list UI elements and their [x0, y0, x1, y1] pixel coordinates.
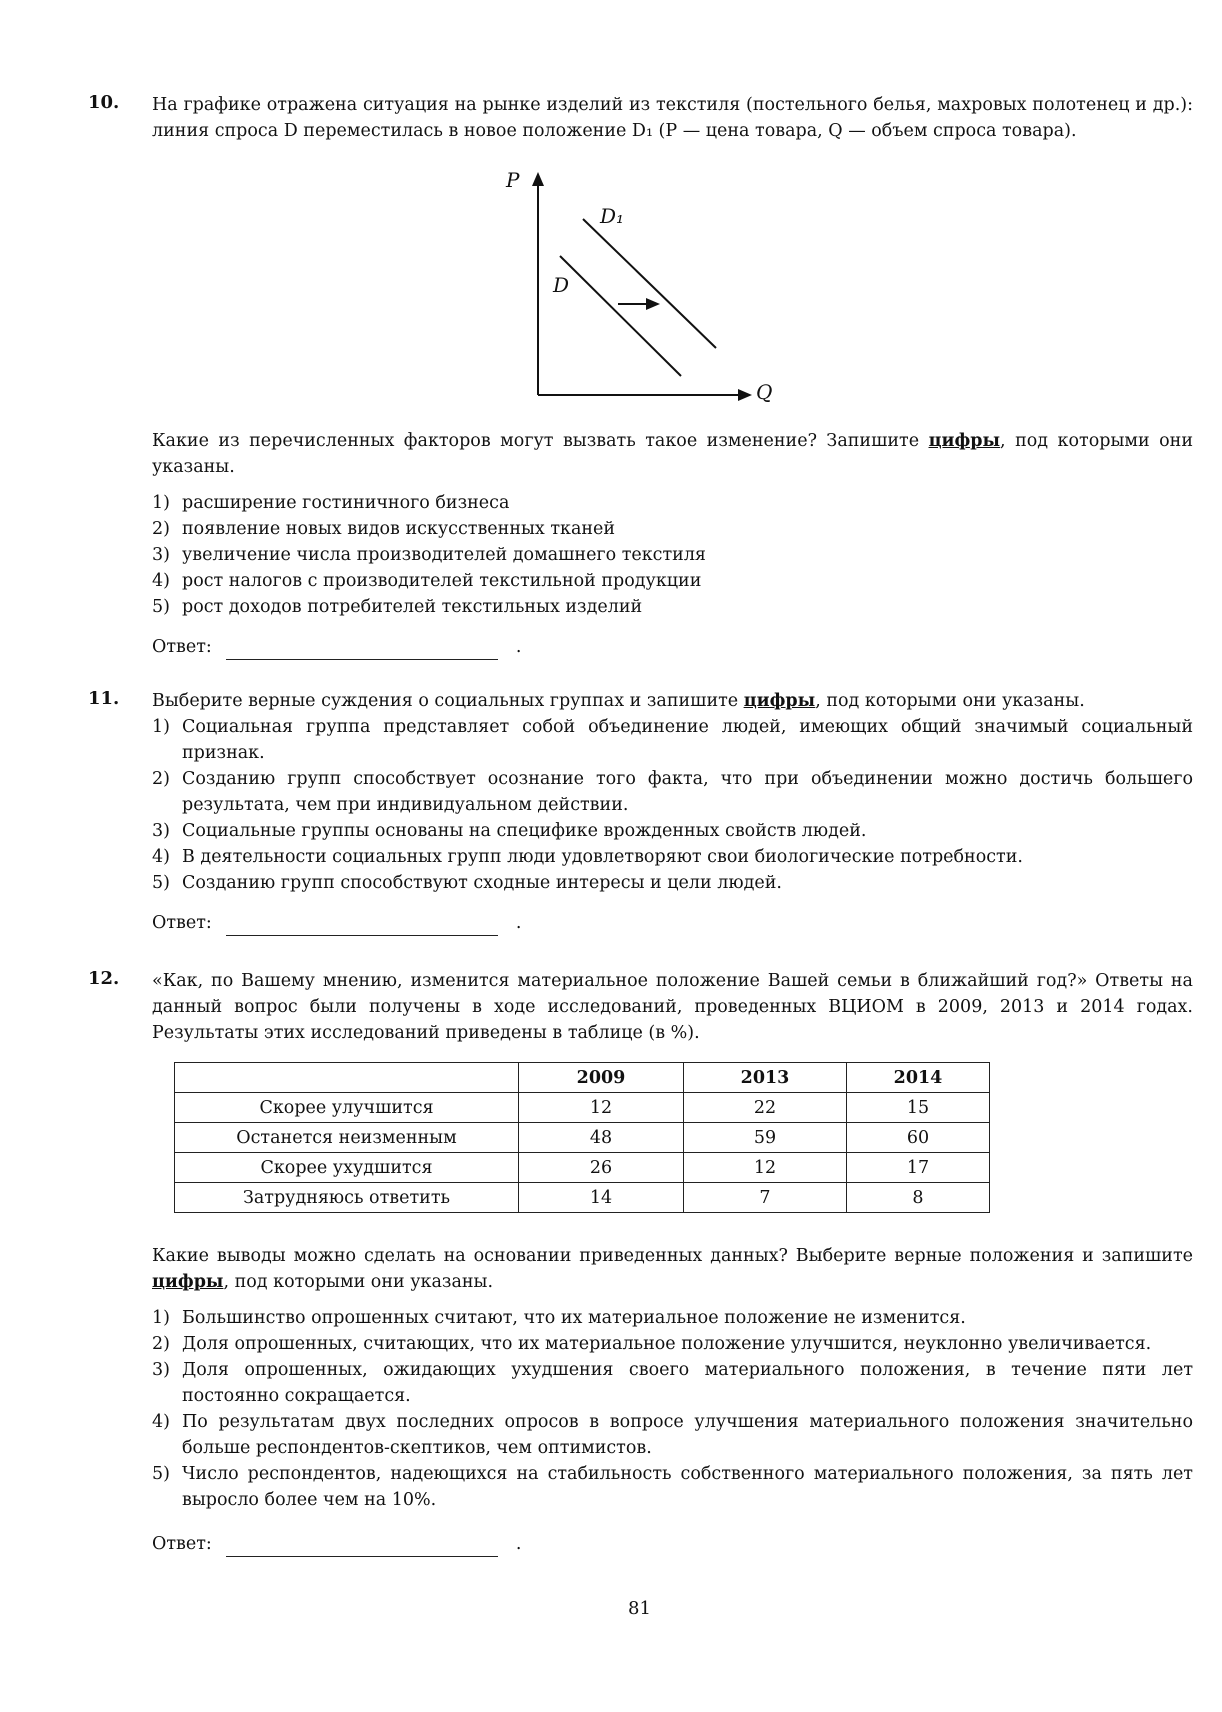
option-4: 4) В деятельности социальных групп люди удовлетворяют свои биологические потребности.	[152, 847, 1023, 867]
task-10-question	[88, 428, 1193, 660]
option-2: 2) Созданию групп способствует осознание того факта, что при объединении можно достичь большего результата, чем при индивидуальном действии.	[152, 769, 1193, 815]
option-4: 4) По результатам двух последних опросов в вопросе улучшения материального положения значительно больше респондентов-скептиков, чем оптимистов.	[152, 1412, 1193, 1458]
option-5: 5) рост доходов потребителей текстильных изделий	[152, 597, 643, 617]
option-2: 2) Доля опрошенных, считающих, что их материальное положение улучшится, неуклонно увеличивается.	[152, 1334, 1152, 1354]
task-number: 11.	[88, 688, 120, 709]
task-number: 10.	[88, 92, 120, 113]
table-row: Затрудняюсь ответить 14 7 8	[175, 1183, 990, 1213]
table-row: Скорее улучшится 12 22 15	[175, 1093, 990, 1123]
task-number: 12.	[88, 968, 120, 989]
table-row: Скорее ухудшится 26 12 17	[175, 1153, 990, 1183]
option-2: 2) появление новых видов искусственных тканей	[152, 519, 616, 539]
survey-table	[174, 1062, 990, 1213]
emphasis: цифры	[152, 1272, 224, 1292]
table-header-row: 2009 2013 2014	[175, 1063, 990, 1093]
option-3: 3) Социальные группы основаны на специфике врожденных свойств людей.	[152, 821, 867, 841]
new-demand-curve-label: D₁	[600, 204, 625, 228]
task-intro: На графике отражена ситуация на рынке изделий из текстиля (постельного белья, махровых полотенец и др.): линия спроса D переместилась в новое положение D₁ (P — цена товара, Q — объем спроса товара).	[152, 95, 1193, 141]
option-1: 1) Социальная группа представляет собой объединение людей, имеющих общий значимый социальный признак.	[152, 717, 1193, 763]
answer-field[interactable]	[226, 641, 498, 660]
option-3: 3) увеличение числа производителей домашнего текстиля	[152, 545, 706, 565]
demand-graph-svg	[480, 170, 800, 410]
answer-label: Ответ:	[152, 637, 212, 657]
task-question: Выберите верные суждения о социальных группах и запишите цифры, под которыми они указаны.	[152, 691, 1085, 711]
task-11	[88, 688, 1193, 936]
emphasis: цифры	[743, 691, 816, 711]
option-3: 3) Доля опрошенных, ожидающих ухудшения своего материального положения, в течение пяти лет постоянно сокращается.	[152, 1360, 1193, 1406]
table-row: Останется неизменным 48 59 60	[175, 1123, 990, 1153]
task-question: Какие из перечисленных факторов могут вызвать такое изменение? Запишите цифры, под которыми они указаны.	[152, 431, 1193, 477]
answer-label: Ответ:	[152, 1534, 212, 1554]
answer-row: Ответ: .	[152, 1531, 1193, 1557]
demand-shift-graph	[480, 170, 800, 410]
answer-row: Ответ: .	[152, 634, 1193, 660]
option-1: 1) Большинство опрошенных считают, что их материальное положение не изменится.	[152, 1308, 966, 1328]
answer-row: Ответ: .	[152, 910, 1193, 936]
task-question: Какие выводы можно сделать на основании приведенных данных? Выберите верные положения и запишите цифры, под которыми они указаны.	[152, 1246, 1193, 1292]
quantity-axis-label: Q	[756, 380, 773, 404]
emphasis: цифры	[928, 431, 1001, 451]
answer-field[interactable]	[226, 917, 498, 936]
answer-label: Ответ:	[152, 913, 212, 933]
option-1: 1) расширение гостиничного бизнеса	[152, 493, 510, 513]
demand-curve-label: D	[553, 273, 570, 297]
option-5: 5) Число респондентов, надеющихся на стабильность собственного материального положения, за пять лет выросло более чем на 10%.	[152, 1464, 1193, 1510]
price-axis-label: P	[506, 168, 520, 192]
option-5: 5) Созданию групп способствуют сходные интересы и цели людей.	[152, 873, 782, 893]
task-10	[88, 92, 1193, 144]
option-4: 4) рост налогов с производителей текстильной продукции	[152, 571, 702, 591]
page-number: 81	[628, 1598, 651, 1619]
task-intro: «Как, по Вашему мнению, изменится материальное положение Вашей семьи в ближайший год?» Ответы на данный вопрос были получены в ходе исследований, проведенных ВЦИОМ в 2009, 2013 и 2014 годах. Результаты этих исследований приведены в таблице (в %).	[152, 971, 1193, 1043]
task-12	[88, 968, 1193, 1557]
answer-field[interactable]	[226, 1538, 498, 1557]
